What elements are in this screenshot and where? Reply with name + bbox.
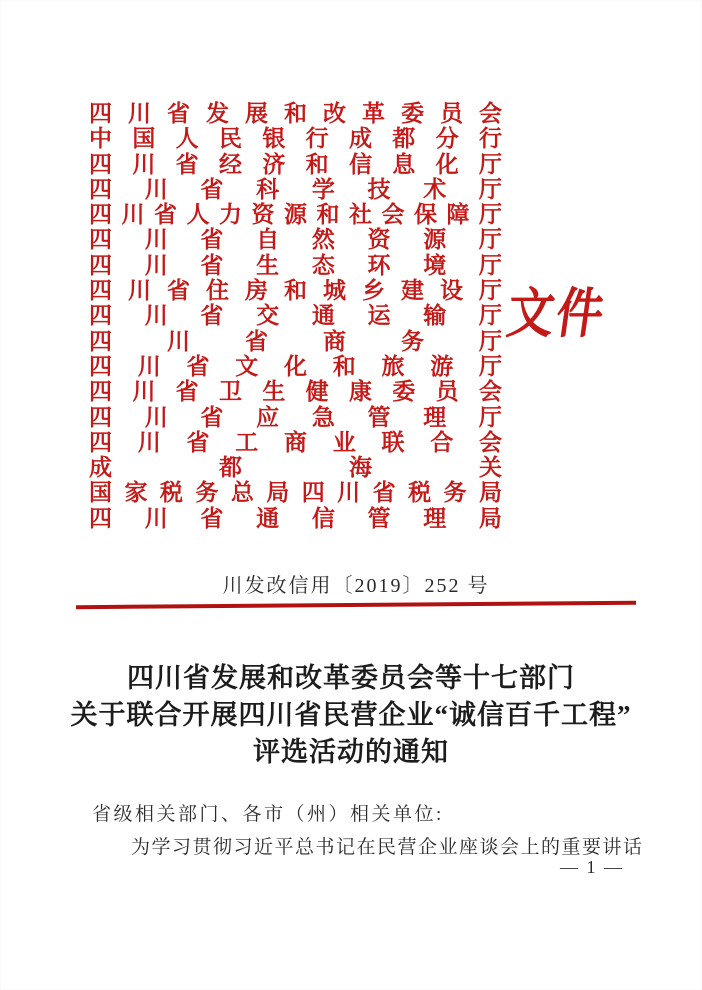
department-char: 川 (144, 303, 168, 329)
department-char: 税 (408, 480, 432, 506)
department-char: 康 (348, 379, 372, 405)
department-char: 海 (349, 455, 372, 481)
department-char: 技 (367, 176, 391, 202)
department-char: 设 (440, 278, 463, 304)
department-char: 应 (256, 404, 280, 430)
department-char: 川 (144, 176, 168, 202)
department-char: 源 (284, 202, 307, 228)
department-char: 和 (305, 151, 329, 177)
department-char: 保 (414, 202, 437, 228)
department-char: 科 (256, 176, 280, 202)
department-char: 自 (256, 227, 280, 253)
department-char: 局 (266, 480, 290, 506)
department-char: 改 (323, 101, 346, 126)
department-char: 川 (132, 379, 156, 405)
department-char: 川 (137, 353, 161, 379)
document-number: 川发改信用〔2019〕252 号 (222, 575, 490, 597)
department-char: 合 (430, 429, 454, 455)
department-char: 资 (367, 227, 391, 253)
department-char: 省 (186, 353, 210, 379)
department-line (89, 379, 502, 404)
department-char: 和 (284, 101, 307, 126)
department-line (89, 430, 502, 455)
department-char: 川 (128, 101, 151, 126)
department-char: 省 (175, 379, 199, 405)
department-char: 工 (235, 429, 259, 455)
department-char: 川 (144, 227, 168, 253)
department-char: 务 (443, 480, 467, 506)
department-line (89, 253, 502, 278)
department-char: 和 (316, 202, 340, 228)
department-char: 运 (367, 303, 391, 329)
department-char: 委 (401, 101, 424, 126)
department-char: 四 (89, 353, 112, 379)
document-stamp-label: 文件 (503, 284, 610, 344)
department-line (89, 455, 502, 480)
department-char: 省 (200, 505, 224, 531)
department-char: 成 (348, 126, 372, 152)
department-char: 化 (284, 353, 307, 379)
department-char: 省 (200, 252, 224, 278)
department-char: 和 (284, 278, 307, 304)
department-char: 房 (245, 278, 268, 304)
department-char: 总 (230, 480, 254, 506)
department-char: 务 (195, 480, 219, 506)
department-char: 川 (167, 328, 190, 354)
department-char: 商 (284, 429, 307, 455)
department-char: 川 (144, 505, 168, 531)
department-char: 革 (362, 101, 385, 126)
department-char: 通 (256, 505, 280, 531)
department-char: 四 (89, 151, 112, 177)
department-char: 文 (235, 353, 259, 379)
department-char: 局 (478, 505, 502, 531)
department-char: 厅 (479, 328, 502, 354)
department-char: 信 (311, 505, 335, 531)
department-char: 川 (144, 404, 168, 430)
department-char: 息 (392, 151, 416, 177)
department-char: 人 (186, 202, 210, 228)
department-char: 建 (401, 278, 424, 304)
department-char: 都 (392, 126, 416, 152)
department-char: 厅 (479, 278, 502, 304)
department-char: 四 (89, 227, 112, 253)
department-char: 通 (311, 303, 335, 329)
department-char: 生 (262, 379, 286, 405)
department-char: 省 (200, 404, 224, 430)
department-char: 行 (305, 126, 329, 152)
department-char: 厅 (478, 176, 502, 202)
department-char: 省 (167, 278, 190, 304)
department-char: 四 (89, 252, 112, 278)
department-char: 川 (137, 429, 161, 455)
department-char: 川 (144, 252, 168, 278)
department-line (89, 227, 502, 252)
department-char: 四 (89, 505, 112, 531)
department-char: 学 (311, 176, 335, 202)
department-char: 住 (206, 278, 229, 304)
department-char: 四 (89, 404, 112, 430)
department-char: 川 (121, 202, 145, 228)
title-line-2: 关于联合开展四川省民营企业“诚信百千工程” (70, 700, 632, 730)
department-char: 成 (89, 455, 112, 481)
department-line (89, 202, 502, 227)
department-char: 省 (175, 151, 199, 177)
department-char: 委 (392, 379, 416, 405)
department-char: 员 (440, 101, 463, 126)
department-char: 厅 (478, 151, 502, 177)
department-char: 家 (124, 480, 148, 506)
department-char: 省 (200, 176, 224, 202)
department-char: 交 (256, 303, 280, 329)
department-char: 川 (128, 278, 151, 304)
department-line (89, 405, 502, 430)
document-title (0, 660, 702, 771)
salutation-line: 省级相关部门、各市（州）相关单位: (92, 804, 444, 825)
department-char: 四 (89, 101, 112, 126)
department-char: 国 (89, 480, 112, 506)
department-char: 银 (262, 126, 286, 152)
department-char: 联 (381, 429, 405, 455)
department-char: 分 (435, 126, 459, 152)
department-char: 关 (479, 455, 502, 481)
page-number: — 1 — (560, 857, 624, 877)
department-char: 游 (430, 353, 454, 379)
department-char: 会 (478, 379, 502, 405)
department-char: 川 (132, 151, 156, 177)
department-char: 省 (245, 328, 268, 354)
department-char: 和 (332, 353, 356, 379)
department-line (89, 354, 502, 379)
department-char: 务 (401, 328, 424, 354)
department-char: 厅 (478, 227, 502, 253)
department-line (89, 506, 502, 531)
department-char: 省 (154, 202, 177, 228)
department-line (89, 480, 502, 505)
department-char: 四 (89, 328, 112, 354)
department-char: 业 (332, 429, 356, 455)
department-char: 经 (218, 151, 242, 177)
department-char: 局 (478, 480, 502, 506)
red-divider-rule (76, 601, 636, 609)
department-char: 境 (423, 252, 447, 278)
department-char: 省 (372, 480, 396, 506)
department-char: 民 (218, 126, 242, 152)
department-line (89, 101, 502, 126)
department-char: 四 (89, 303, 112, 329)
title-line-1: 四川省发展和改革委员会等十七部门 (127, 663, 575, 693)
department-char: 信 (348, 151, 372, 177)
department-char: 旅 (381, 353, 405, 379)
department-char: 卫 (218, 379, 242, 405)
department-char: 中 (89, 126, 112, 152)
department-char: 社 (349, 202, 372, 228)
department-char: 会 (381, 202, 405, 228)
department-char: 发 (206, 101, 229, 126)
department-line (89, 152, 502, 177)
department-char: 商 (323, 328, 346, 354)
department-line (89, 303, 502, 328)
department-char: 态 (311, 252, 335, 278)
department-char: 厅 (479, 202, 502, 228)
department-char: 管 (367, 404, 391, 430)
department-line (89, 278, 502, 303)
department-char: 济 (262, 151, 286, 177)
department-char: 四 (301, 480, 325, 506)
department-char: 川 (337, 480, 361, 506)
department-char: 省 (167, 101, 190, 126)
department-char: 展 (245, 101, 268, 126)
department-char: 理 (423, 404, 447, 430)
department-char: 都 (219, 455, 242, 481)
department-char: 生 (256, 252, 280, 278)
department-char: 四 (89, 379, 112, 405)
department-char: 厅 (478, 252, 502, 278)
department-char: 省 (200, 303, 224, 329)
department-char: 管 (367, 505, 391, 531)
department-line (89, 329, 502, 354)
department-char: 厅 (479, 353, 502, 379)
department-char: 环 (367, 252, 391, 278)
department-char: 省 (186, 429, 210, 455)
department-char: 健 (305, 379, 329, 405)
department-char: 四 (89, 202, 112, 228)
department-char: 会 (479, 101, 502, 126)
department-char: 源 (423, 227, 447, 253)
department-char: 然 (311, 227, 335, 253)
department-char: 化 (435, 151, 459, 177)
department-line (89, 126, 502, 151)
department-char: 会 (479, 429, 502, 455)
department-char: 省 (200, 227, 224, 253)
department-char: 障 (446, 202, 470, 228)
department-char: 城 (323, 278, 346, 304)
department-char: 行 (478, 126, 502, 152)
department-char: 输 (423, 303, 447, 329)
department-char: 税 (159, 480, 183, 506)
department-char: 理 (423, 505, 447, 531)
department-char: 厅 (478, 303, 502, 329)
department-char: 国 (132, 126, 156, 152)
department-char: 员 (435, 379, 459, 405)
department-char: 急 (311, 404, 335, 430)
department-char: 术 (423, 176, 447, 202)
department-char: 四 (89, 429, 112, 455)
title-line-3: 评选活动的通知 (253, 737, 449, 767)
department-char: 厅 (478, 404, 502, 430)
department-char: 四 (89, 176, 112, 202)
department-char: 人 (175, 126, 199, 152)
body-paragraph: 为学习贯彻习近平总书记在民营企业座谈会上的重要讲话 (131, 837, 644, 858)
department-char: 资 (251, 202, 275, 228)
department-char: 乡 (362, 278, 385, 304)
department-line (89, 177, 502, 202)
department-char: 力 (219, 202, 242, 228)
department-list (89, 101, 502, 531)
department-char: 四 (89, 278, 112, 304)
